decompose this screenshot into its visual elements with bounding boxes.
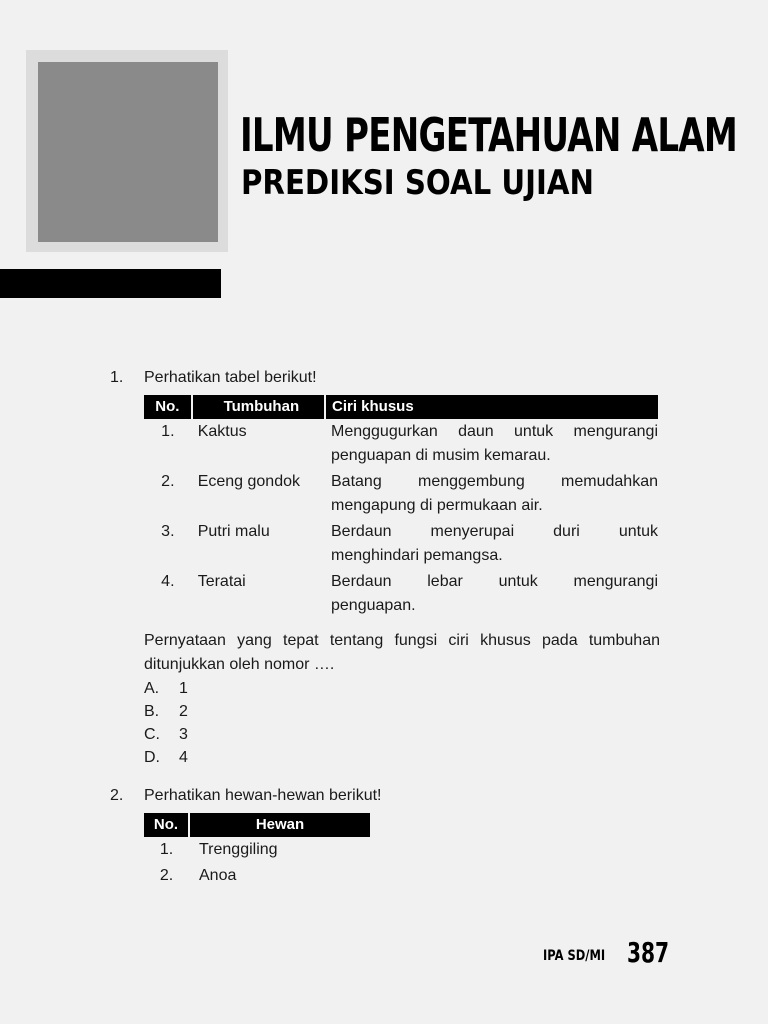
table-header-feature: Ciri khusus (325, 395, 658, 419)
table-header-animal: Hewan (189, 813, 370, 837)
page-subtitle: PREDIKSI SOAL UJIAN (241, 163, 595, 203)
table-header-row (144, 395, 658, 419)
option-letter: B. (144, 703, 160, 720)
table-row (144, 469, 658, 519)
option-value: 2 (179, 703, 188, 720)
page-number: 387 (627, 936, 670, 969)
table-row (144, 837, 370, 863)
option-value: 1 (179, 680, 188, 697)
question-prompt: Perhatikan tabel berikut! (144, 369, 317, 386)
header-square (38, 62, 218, 242)
table-header-no: No. (144, 813, 189, 837)
row-plant: Teratai (197, 573, 246, 590)
row-feature-line: menghindari pemangsa. (331, 547, 503, 564)
row-number: 4. (161, 573, 175, 590)
table-row (144, 519, 658, 569)
animal-table (144, 813, 370, 889)
row-feature (325, 519, 658, 569)
row-animal: Trenggiling (199, 841, 278, 858)
row-number: 3. (161, 523, 175, 540)
row-feature-line: Berdaun lebar untuk mengurangi (331, 573, 658, 590)
row-number: 1. (161, 423, 175, 440)
plant-table (144, 395, 658, 619)
option-letter: A. (144, 680, 160, 697)
row-number: 2. (161, 473, 175, 490)
row-number: 2. (159, 867, 174, 884)
table-row (144, 863, 370, 889)
question-number: 2. (110, 787, 124, 804)
statement-line: ditunjukkan oleh nomor …. (144, 656, 335, 673)
page-title: ILMU PENGETAHUAN ALAM (240, 108, 738, 162)
option-letter: C. (144, 726, 160, 743)
option-value: 3 (179, 726, 188, 743)
answer-option-b[interactable] (144, 700, 188, 723)
table-header-no: No. (144, 395, 192, 419)
header-bar (0, 269, 221, 298)
row-number: 1. (159, 841, 174, 858)
row-feature-line: Menggugurkan daun untuk mengurangi (331, 423, 658, 440)
row-feature (325, 419, 658, 469)
row-plant: Kaktus (197, 423, 247, 440)
question-number: 1. (110, 369, 124, 386)
row-feature-line: Batang menggembung memudahkan (331, 473, 658, 490)
answer-option-a[interactable] (144, 677, 188, 700)
answer-options (144, 677, 188, 769)
question-statement (144, 629, 660, 677)
row-feature-line: penguapan di musim kemarau. (331, 447, 551, 464)
question-prompt: Perhatikan hewan-hewan berikut! (144, 787, 382, 804)
answer-option-c[interactable] (144, 723, 188, 746)
table-row (144, 419, 658, 469)
option-value: 4 (179, 749, 188, 766)
table-header-row (144, 813, 370, 837)
row-feature-line: mengapung di permukaan air. (331, 497, 543, 514)
statement-line: Pernyataan yang tepat tentang fungsi ciri khusus pada tumbuhan (144, 632, 660, 649)
row-feature (325, 569, 658, 619)
table-header-plant: Tumbuhan (192, 395, 325, 419)
row-animal: Anoa (199, 867, 237, 884)
table-row (144, 569, 658, 619)
row-feature (325, 469, 658, 519)
row-plant: Putri malu (197, 523, 270, 540)
row-feature-line: Berdaun menyerupai duri untuk (331, 523, 658, 540)
option-letter: D. (144, 749, 160, 766)
row-feature-line: penguapan. (331, 597, 416, 614)
row-plant: Eceng gondok (197, 473, 300, 490)
answer-option-d[interactable] (144, 746, 188, 769)
footer-label: IPA SD/MI (543, 948, 606, 964)
